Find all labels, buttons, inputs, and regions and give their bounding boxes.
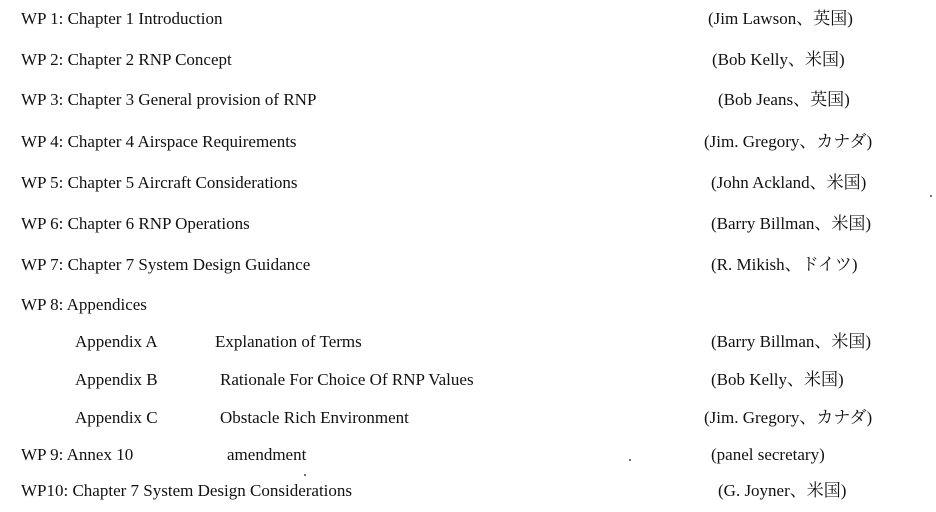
wp-title: WP 4: Chapter 4 Airspace Requirements [21, 132, 297, 151]
appendix-code: Appendix A [75, 332, 158, 351]
wp-title: WP 2: Chapter 2 RNP Concept [21, 50, 232, 69]
wp-author: (Barry Billman、米国) [711, 214, 872, 233]
wp-row [0, 213, 936, 243]
wp-row [0, 49, 936, 79]
wp-row [0, 254, 936, 284]
appendix-title: Explanation of Terms [215, 332, 362, 351]
wp-row [0, 131, 936, 161]
wp-author: (Bob Jeans、英国) [718, 90, 850, 109]
wp-title: WP10: Chapter 7 System Design Considerations [21, 481, 353, 500]
wp-author: (R. Mikish、ドイツ) [711, 255, 858, 274]
wp-title-detail: amendment [227, 445, 307, 464]
wp-author: (John Ackland、米国) [711, 173, 867, 192]
wp-title: WP 7: Chapter 7 System Design Guidance [21, 255, 311, 274]
appendix-code: Appendix B [75, 370, 158, 389]
appendix-title: Obstacle Rich Environment [220, 408, 409, 427]
wp-title: WP 5: Chapter 5 Aircraft Considerations [21, 173, 298, 192]
wp-author: (Jim. Gregory、カナダ) [704, 132, 873, 151]
wp-row [0, 444, 936, 474]
appendix-code: Appendix C [75, 408, 158, 427]
wp-author: (Bob Kelly、米国) [711, 370, 844, 389]
scan-speck [304, 474, 306, 476]
scan-speck [930, 195, 932, 197]
wp-row [0, 8, 936, 38]
wp-title: WP 9: Annex 10 [21, 445, 134, 464]
wp-title: WP 6: Chapter 6 RNP Operations [21, 214, 250, 233]
appendix-row [0, 407, 936, 437]
wp-author: (Bob Kelly、米国) [712, 50, 845, 69]
wp-author: (panel secretary) [711, 445, 825, 464]
scan-speck [629, 459, 631, 461]
wp-row [0, 294, 936, 324]
wp-author: (Barry Billman、米国) [711, 332, 872, 351]
wp-row [0, 172, 936, 202]
wp-author: (Jim. Gregory、カナダ) [704, 408, 873, 427]
wp-row [0, 480, 936, 510]
appendix-title: Rationale For Choice Of RNP Values [220, 370, 474, 389]
appendix-row [0, 331, 936, 361]
appendix-row [0, 369, 936, 399]
wp-author: (G. Joyner、米国) [718, 481, 847, 500]
wp-title: WP 1: Chapter 1 Introduction [21, 9, 223, 28]
wp-title: WP 3: Chapter 3 General provision of RNP [21, 90, 317, 109]
wp-author: (Jim Lawson、英国) [708, 9, 853, 28]
wp-row [0, 89, 936, 119]
wp-title: WP 8: Appendices [21, 295, 147, 314]
